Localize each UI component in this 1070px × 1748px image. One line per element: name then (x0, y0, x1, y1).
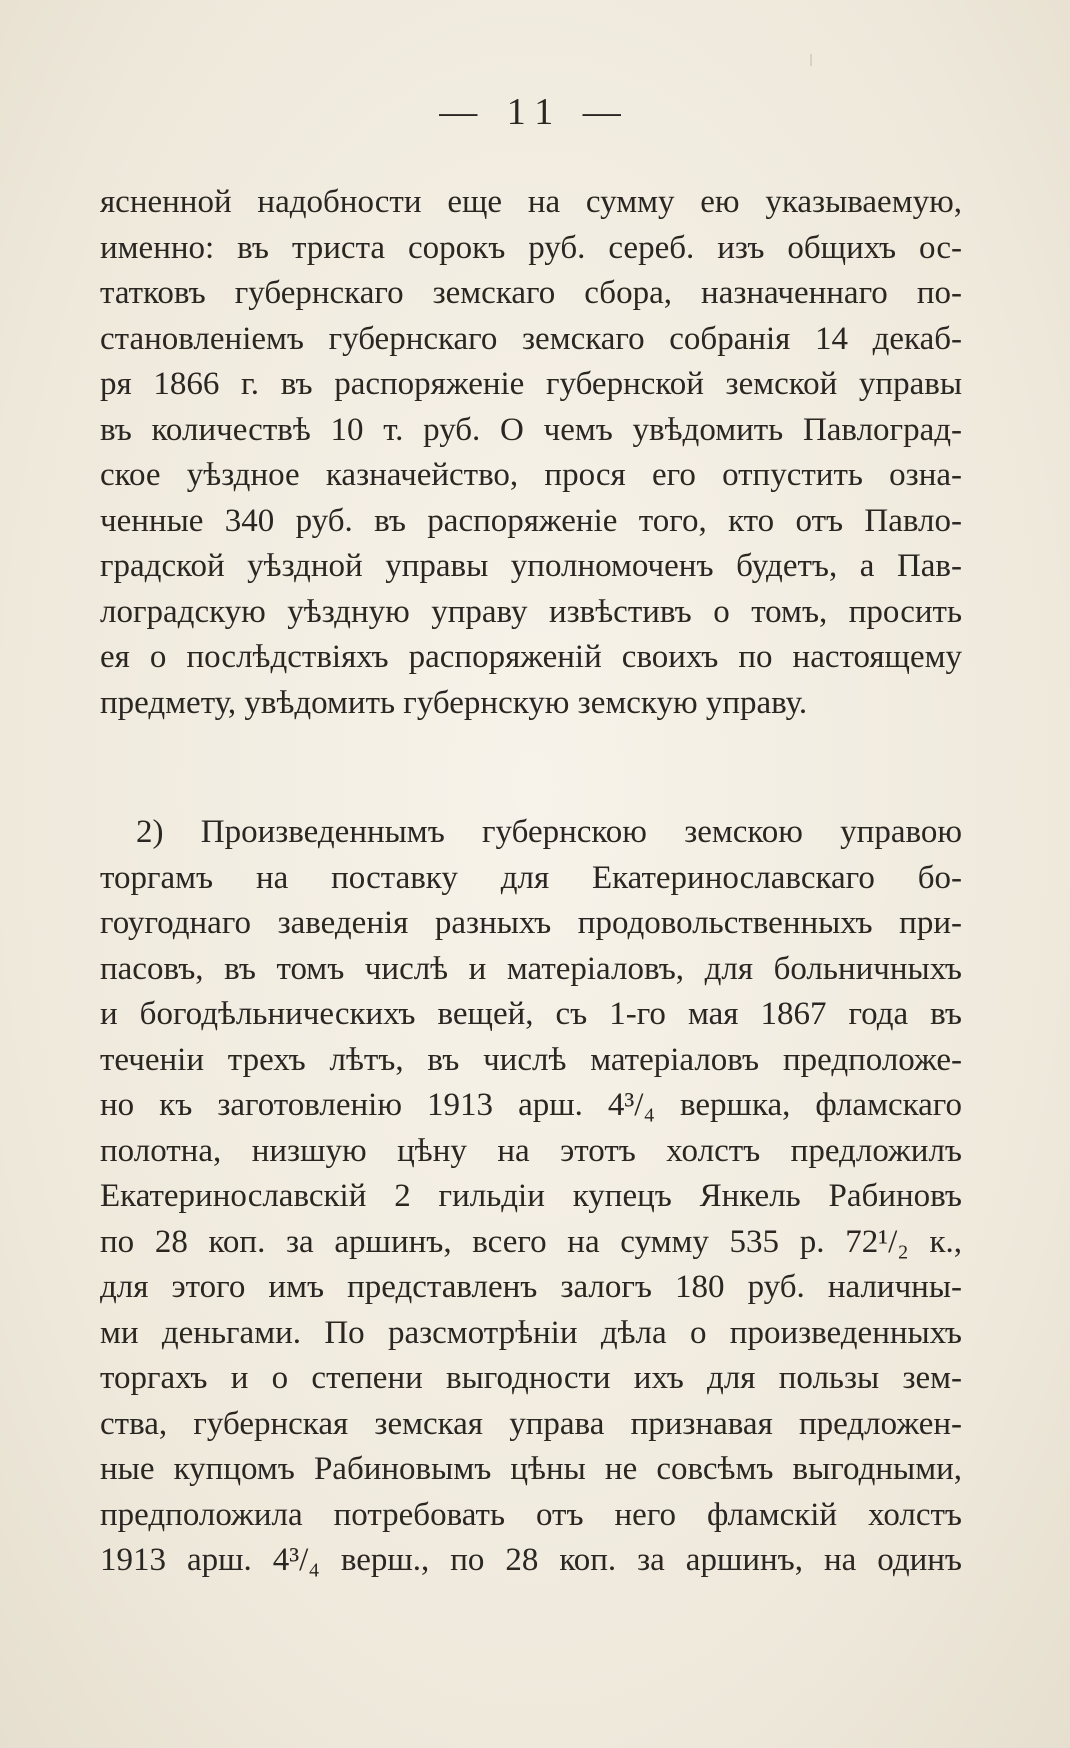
text-line: ясненной надобности еще на сумму ею указываемую, (100, 184, 962, 220)
paragraph-2 (100, 810, 962, 1584)
text-line: 1913 арш. 4³/₄ верш., по 28 коп. за аршинъ, на одинъ (100, 1542, 962, 1578)
text-line: торгамъ на поставку для Екатеринославскаго бо- (100, 859, 962, 896)
text-line: торгахъ и о степени выгодности ихъ для пользы зем- (100, 1360, 962, 1396)
text-line: теченіи трехъ лѣтъ, въ числѣ матеріаловъ предположе- (100, 1041, 962, 1078)
text-line: татковъ губернскаго земскаго сбора, назначеннаго по- (100, 275, 962, 311)
text-line: ства, губернская земская управа признавая предложен- (100, 1405, 962, 1442)
text-line: гоугоднаго заведенія разныхъ продовольственныхъ при- (100, 905, 962, 941)
text-line: лоградскую уѣздную управу извѣстивъ о томъ, просить (100, 593, 962, 630)
text-line: пасовъ, въ томъ числѣ и матеріаловъ, для больничныхъ (100, 950, 962, 987)
text-line: предмету, увѣдомить губернскую земскую управу. (100, 684, 808, 721)
text-line: полотна, низшую цѣну на этотъ холстъ предложилъ (100, 1132, 962, 1169)
text-line: ми деньгами. По разсмотрѣніи дѣла о произведенныхъ (100, 1314, 962, 1351)
text-line: ея о послѣдствіяхъ распоряженій своихъ по настоящему (100, 639, 962, 675)
text-line: именно: въ триста сорокъ руб. сереб. изъ общихъ ос- (100, 229, 962, 266)
text-line: ское уѣздное казначейство, прося его отпустить озна- (100, 457, 962, 493)
page-number: — 11 — (439, 91, 631, 133)
text-line: для этого имъ представленъ залогъ 180 руб. наличны- (100, 1269, 962, 1305)
margin-mark (810, 54, 812, 66)
text-line: ные купцомъ Рабиновымъ цѣны не совсѣмъ выгодными, (100, 1451, 962, 1487)
text-line: въ количествѣ 10 т. руб. О чемъ увѣдомить Павлоград- (100, 411, 962, 448)
text-line: становленіемъ губернскаго земскаго собранія 14 декаб- (100, 320, 962, 357)
text-line: и богодѣльническихъ вещей, съ 1-го мая 1867 года въ (100, 996, 962, 1032)
text-line: но къ заготовленію 1913 арш. 4³/₄ вершка, фламскаго (100, 1087, 962, 1123)
text-line: градской уѣздной управы уполномоченъ будетъ, а Пав- (100, 548, 962, 584)
paragraph-1 (100, 180, 962, 726)
text-line: ченные 340 руб. въ распоряженіе того, кто отъ Павло- (100, 502, 962, 539)
text-line: ря 1866 г. въ распоряженіе губернской земской управы (100, 366, 962, 402)
text-line: Екатеринославскій 2 гильдіи купецъ Янкель Рабиновъ (100, 1178, 962, 1214)
text-line: 2) Произведеннымъ губернскою земскою управою (136, 814, 962, 850)
text-line: по 28 коп. за аршинъ, всего на сумму 535 р. 72¹/₂ к., (100, 1223, 962, 1260)
text-line: предположила потребовать отъ него фламскій холстъ (100, 1496, 962, 1533)
